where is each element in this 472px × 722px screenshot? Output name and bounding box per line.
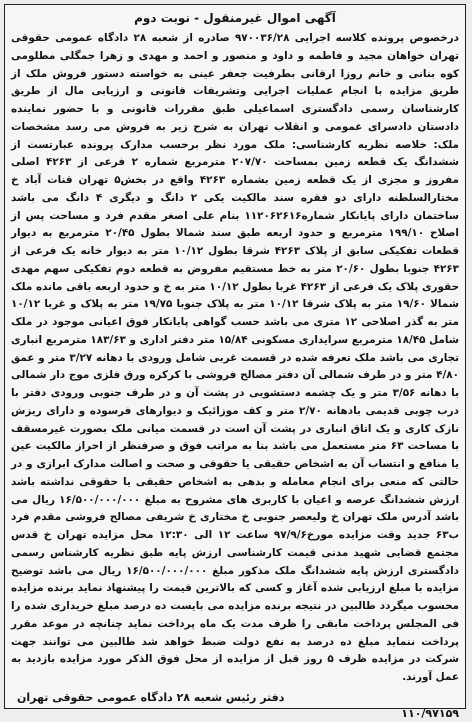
notice-body: درخصوص پرونده کلاسه اجرایی ۹۷۰۰۳۶/۲۸ صادره از شعبه ۲۸ دادگاه عمومی حقوقی تهران خواهان مجید و فاطمه و داود و منصور و احمد و مهدی و زهرا جمگلی مطلومی کوه بنانی و خانم روزا ارقانی بطرفیت جعفر عینی به خواسته دستور فروش ملک از طریق مزایده با انجام عملیات اجرایی وتشریفات قانونی و ارزیابی مال از طریق کارشناسان رسمی دادگستری اسماعیلی طبق مقررات قانونی و با حضور نماینده دادستان دادسرای عمومی و انقلاب تهران به شرح زیر به فروش می رسد مشخصات ملک: خلاصه نظریه کارشناسی: ملک مورد نظر برحسب مدارک پرونده عبارتست از ششدانگ یک قطعه زمین بمساحت ۲۰۷/۷۰ مترمربع شماره ۲ فرعی از ۴۲۶۳ اصلی مفروز و مجزی از یک قطعه زمین بشماره ۴۲۶۳ واقع در بخش۵ تهران قنات آباد خ مختارالسلطنه دارای دو فقره سند مالکیت یکی ۲ دانگ و دیگری ۴ دانگ می باشد ساختمان دارای پایانکار شماره۱۱۲۰۶۲۶۱۶ بنام علی اصغر مقدم فرد و مساحت پس از اصلاح ۱۹۹/۱۰ مترمربع و حدود اربعه طبق سند شمالا بطول ۲۰/۴۵ مترمربع به دیوار قطعات تفکیکی سابق از پلاک ۴۲۶۳ شرقا بطول ۱۰/۱۲ متر به دیوار خانه یک فرعی از ۴۲۶۳ جنوبا بطول ۲۰/۶۰ متر به خط مستقیم مفروض به قطعه دوم تفکیکی سهم مهدی حقوری پلاک یک فرعی از ۴۲۶۳ غربا بطول ۱۰/۱۲ متر به خ و حدود اربعه باقی مانده ملک شمالا ۱۹/۶۰ متر به پلاک شرقا ۱۰/۱۲ متر به پلاک جنوبا ۱۹/۷۵ متر به پلاک و غربا ۱۰/۱۲ متر به گذر اصلاحی ۱۲ متری می باشد حسب گواهی پایانکار فوق اعیانی موجود در ملک شامل ۱۸/۴۵ مترمربع سرایداری مسکونی ۱۵/۸۴ متر دفتر اداری و ۱۸۳/۶۳ مترمربع انباری تجاری می باشد ملک تعرفه شده در قسمت غربی شامل ورودی با دهانه ۳/۲۷ متر و عمق ۴/۸۰ متر و در طرف شمالی آن دفتر مصالح فروشی با کرکره ورق فلزی موج دار شمالی با دهانه ۳/۵۶ متر و یک چشمه دستشویی در پشت آن و در طرف جنوبی ورودی دفتر با درب چوبی قدیمی بادهانه ۲/۷۰ متر و کف موزائیک و دیوارهای فرسوده و دارای ریزش نازک کاری و یک اتاق انباری در پشت آن است در قسمت میانی ملک بصورت غیرمسقف با مساحت ۶۳ متر مستعمل می باشد بنا به مراتب فوق و صرفنظر از احراز مالکیت عین یا منافع و انتساب آن به اشخاص حقیقی یا حقوقی و صحت و اصالت مدارک ابرازی و در حالتی که منعی برای انجام معامله و بدهی به اشخاص حقیقی یا حقوقی نداشته باشد ارزش ششدانگ عرصه و اعیان با کاربری های مشروح به مبلغ ۱۶/۵۰۰/۰۰۰/۰۰۰ ریال می باشد آدرس ملک تهران خ ولیعصر جنوبی خ مختاری خ شریفی مصالح فروشی مقدم فرد ب۶۳ جدید وقت مزایده مورخ۹۷/۹/۶ ساعت ۱۲ الی ۱۲:۳۰ محل مزایده تهران خ قدس مجتمع قضایی شهید مدنی قیمت کارشناسی ارزش پایه طبق نظریه کارشناس رسمی دادگستری ارزش پایه ششدانگ ملک مذکور مبلغ ۱۶/۵۰۰/۰۰۰/۰۰۰ ریال می باشد توضیح مزایده با مبلغ ارزیابی شده آغاز و کسی که بالاترین قیمت را پیشنهاد نماید برنده مزایده محسوب میگردد طالبین در نتیجه برنده مزایده می بایست ده درصد مبلغ خریداری شده را فی المجلس پرداخت مابقی را ظرف مدت یک ماه پرداخت نماید چنانچه در موعد مقرر پرداخت ننماید مبلغ ده درصد به نفع دولت ضبط خواهد شد طالبین می توانند جهت شرکت در مزایده ظرف ۵ روز قبل از مزایده از محل فوق الذکر مورد مزایده بازدید به عمل آورند. <box>11 32 460 683</box>
legal-notice <box>4 4 466 720</box>
notice-signature: دفتر رئیس شعبه ۲۸ دادگاه عمومی حقوقی تهران <box>17 690 285 704</box>
notice-title: آگهی اموال غیرمنقول - نوبت دوم <box>134 11 336 25</box>
notice-code: ۱۱۰/۹۷۱۵۹ <box>401 706 459 720</box>
